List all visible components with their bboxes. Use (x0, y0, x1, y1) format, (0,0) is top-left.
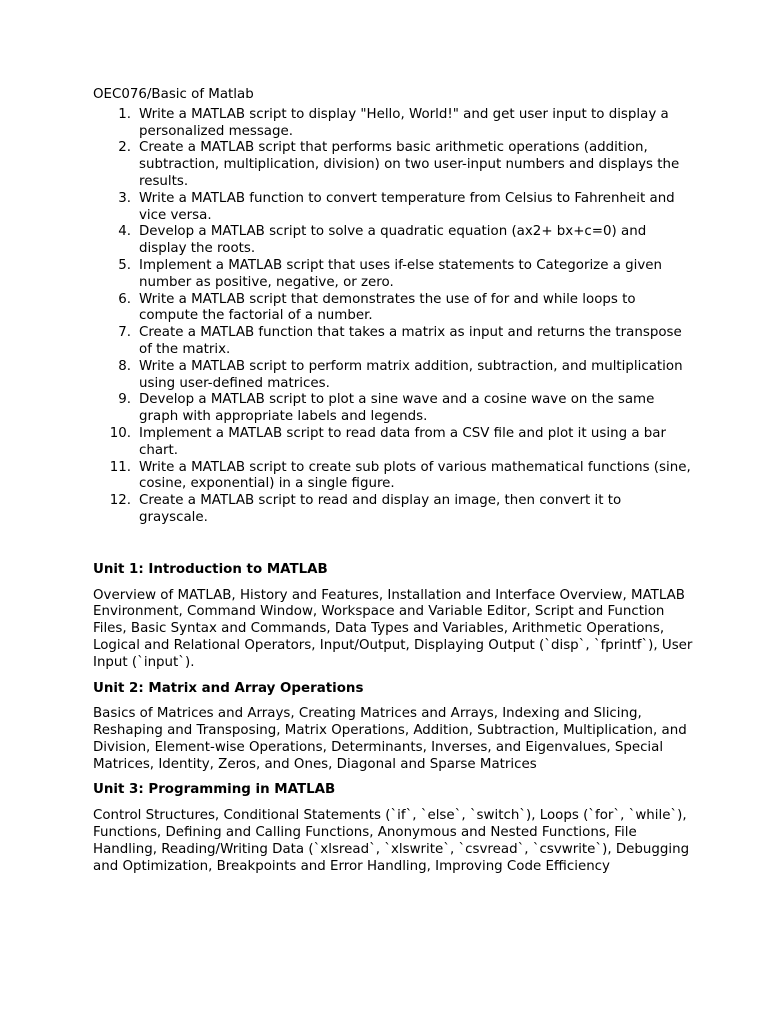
list-item-number: 5. (118, 257, 131, 273)
document-title: OEC076/Basic of Matlab (93, 87, 254, 102)
list-item (93, 292, 693, 326)
unit-heading: Unit 1: Introduction to MATLAB (93, 561, 328, 577)
list-item-text: Develop a MATLAB script to solve a quadratic equation (ax2+ bx+c=0) and display the roots. (139, 224, 647, 257)
list-item (93, 191, 693, 225)
list-item (93, 325, 693, 359)
unit-section-2 (93, 681, 693, 774)
list-item-text: Write a MATLAB script that demonstrates the use of for and while loops to compute the factorial of a number. (139, 291, 636, 324)
list-item-text: Create a MATLAB script to read and display an image, then convert it to grayscale. (139, 493, 622, 525)
list-item-text: Implement a MATLAB script to read data from a CSV file and plot it using a bar chart. (139, 425, 667, 458)
list-item-number: 3. (118, 190, 131, 206)
list-item-number: 4. (118, 224, 131, 240)
unit-description: Control Structures, Conditional Statements (`if`, `else`, `switch`), Loops (`for`, `while`), Functions, Defining and Calling Functions, Anonymous and Nested Functions, File Handling, Reading/Writing Data (`xlsread`, `xlswrite`, `csvread`, `csvwrite`), Debugging and Optimization, Breakpoints and Error Handling, Improving Code Efficiency (93, 808, 690, 874)
list-item-text: Write a MATLAB script to display "Hello, World!" and get user input to display a personalized message. (139, 106, 669, 139)
list-item (93, 258, 693, 292)
list-item-text: Develop a MATLAB script to plot a sine wave and a cosine wave on the same graph with appropriate labels and legends. (139, 392, 655, 425)
unit-section-1 (93, 562, 693, 672)
unit-description: Basics of Matrices and Arrays, Creating Matrices and Arrays, Indexing and Slicing, Reshaping and Transposing, Matrix Operations, Addition, Subtraction, Multiplication, and Division, Element-wise Operations, Determinants, Inverses, and Eigenvalues, Special Matrices, Identity, Zeros, and Ones, Diagonal and Sparse Matrices (93, 706, 687, 772)
unit-section-3 (93, 782, 693, 875)
list-item-number: 2. (118, 140, 131, 156)
list-item-number: 10. (109, 425, 131, 441)
list-item (93, 107, 693, 141)
list-item (93, 493, 693, 527)
list-item-number: 1. (118, 106, 131, 122)
list-item (93, 426, 693, 460)
list-item-text: Write a MATLAB script to perform matrix addition, subtraction, and multiplication using user-defined matrices. (139, 358, 683, 391)
list-item-text: Write a MATLAB script to create sub plots of various mathematical functions (sine, cosine, exponential) in a single figure. (139, 459, 691, 492)
list-item-number: 6. (118, 291, 131, 307)
list-item-number: 7. (118, 325, 131, 341)
list-item-text: Create a MATLAB script that performs basic arithmetic operations (addition, subtraction, multiplication, division) on two user-input numbers and displays the results. (139, 140, 680, 189)
document-page (93, 87, 693, 875)
list-item (93, 392, 693, 426)
unit-heading: Unit 3: Programming in MATLAB (93, 782, 336, 798)
list-item-number: 12. (109, 493, 131, 509)
list-item-text: Implement a MATLAB script that uses if-else statements to Categorize a given number as positive, negative, or zero. (139, 257, 663, 290)
unit-heading: Unit 2: Matrix and Array Operations (93, 680, 364, 696)
list-item (93, 140, 693, 190)
list-item-text: Write a MATLAB function to convert temperature from Celsius to Fahrenheit and vice versa. (139, 190, 675, 223)
list-item-number: 9. (118, 392, 131, 408)
list-item-number: 11. (109, 459, 131, 475)
list-item-text: Create a MATLAB function that takes a matrix as input and returns the transpose of the matrix. (139, 325, 682, 357)
list-item (93, 224, 693, 258)
list-item-number: 8. (118, 358, 131, 374)
unit-description: Overview of MATLAB, History and Features, Installation and Interface Overview, MATLAB Environment, Command Window, Workspace and Variable Editor, Script and Function Files, Basic Syntax and Commands, Data Types and Variables, Arithmetic Operations, Logical and Relational Operators, Input/Output, Displaying Output (`disp`, `fprintf`), User Input (`input`). (93, 587, 693, 670)
list-item (93, 359, 693, 393)
task-list (93, 107, 693, 527)
list-item (93, 460, 693, 494)
